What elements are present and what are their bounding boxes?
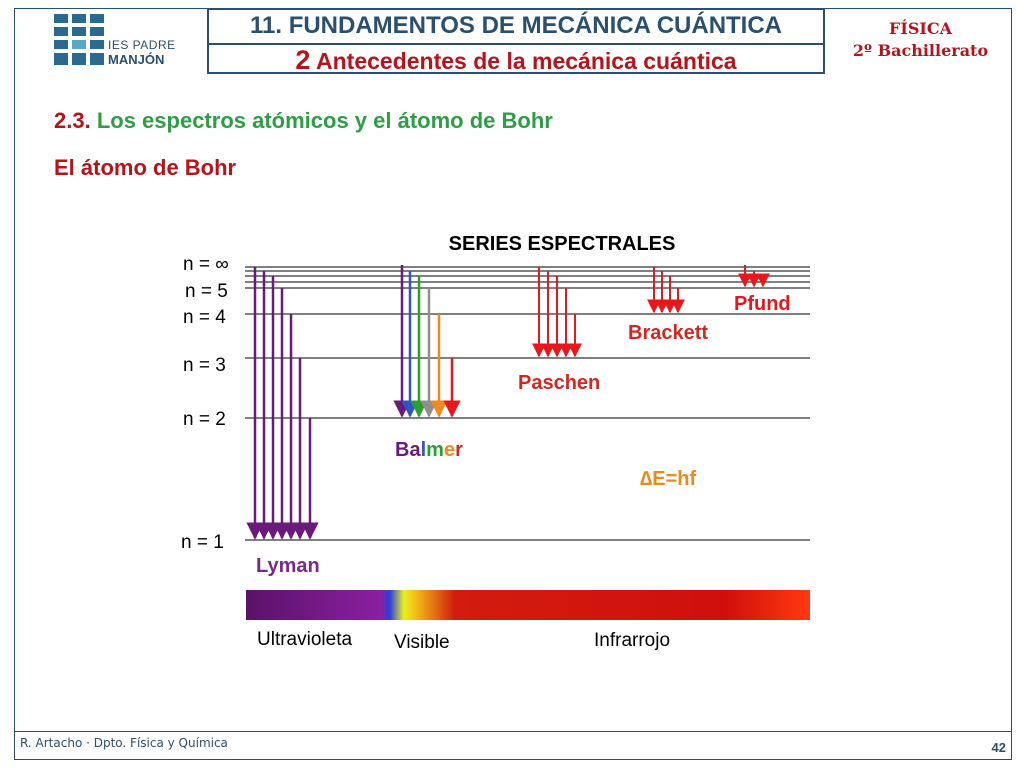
level-label-3: n = 3 (183, 355, 226, 376)
energy-formula: ∆E=hf (640, 468, 697, 490)
subunit-number: 2 (295, 45, 311, 75)
unit-title: 11. FUNDAMENTOS DE MECÁNICA CUÁNTICA (249, 12, 783, 39)
level-label-2: n = 2 (183, 409, 226, 430)
series-label-paschen: Paschen (518, 372, 601, 394)
footer-author: R. Artacho · Dpto. Física y Química (20, 736, 228, 750)
balmer-part: Ba (395, 439, 421, 461)
level-label-4: n = 4 (183, 307, 226, 328)
footer-divider (14, 731, 1012, 732)
logo-text-line1: IES PADRE (108, 38, 176, 52)
series-label-lyman: Lyman (256, 555, 320, 577)
balmer-part: l (420, 439, 427, 461)
spectrum-label-uv: Ultravioleta (257, 629, 353, 650)
level-label-inf: n = ∞ (183, 254, 229, 275)
balmer-part: m (426, 439, 444, 461)
series-label-balmer (395, 439, 463, 461)
course-level: 2º Bachillerato (852, 41, 989, 60)
course-subject: FÍSICA (888, 19, 953, 38)
section-number: 2.3. (54, 108, 91, 133)
balmer-part: e (443, 439, 456, 461)
series-label-pfund: Pfund (734, 293, 791, 315)
brackett-arrows (654, 267, 678, 312)
level-label-5: n = 5 (185, 281, 228, 302)
diagram-title: SERIES ESPECTRALES (448, 233, 676, 255)
spectrum-label-ir: Infrarrojo (594, 630, 671, 651)
logo-text-line2: MANJÓN (108, 52, 165, 67)
section-text: Los espectros atómicos y el átomo de Bohr (96, 108, 553, 133)
lyman-arrows (255, 267, 310, 538)
energy-levels (245, 267, 810, 540)
page-number: 42 (991, 740, 1006, 755)
spectrum-label-visible: Visible (394, 632, 450, 653)
series-label-brackett: Brackett (628, 322, 709, 344)
paschen-arrows (539, 267, 575, 356)
spectrum-bar (246, 590, 810, 620)
balmer-part: r (455, 439, 463, 461)
level-label-1: n = 1 (181, 532, 224, 553)
subsection-title: El átomo de Bohr (54, 155, 237, 180)
subunit-text: Antecedentes de la mecánica cuántica (316, 48, 737, 74)
